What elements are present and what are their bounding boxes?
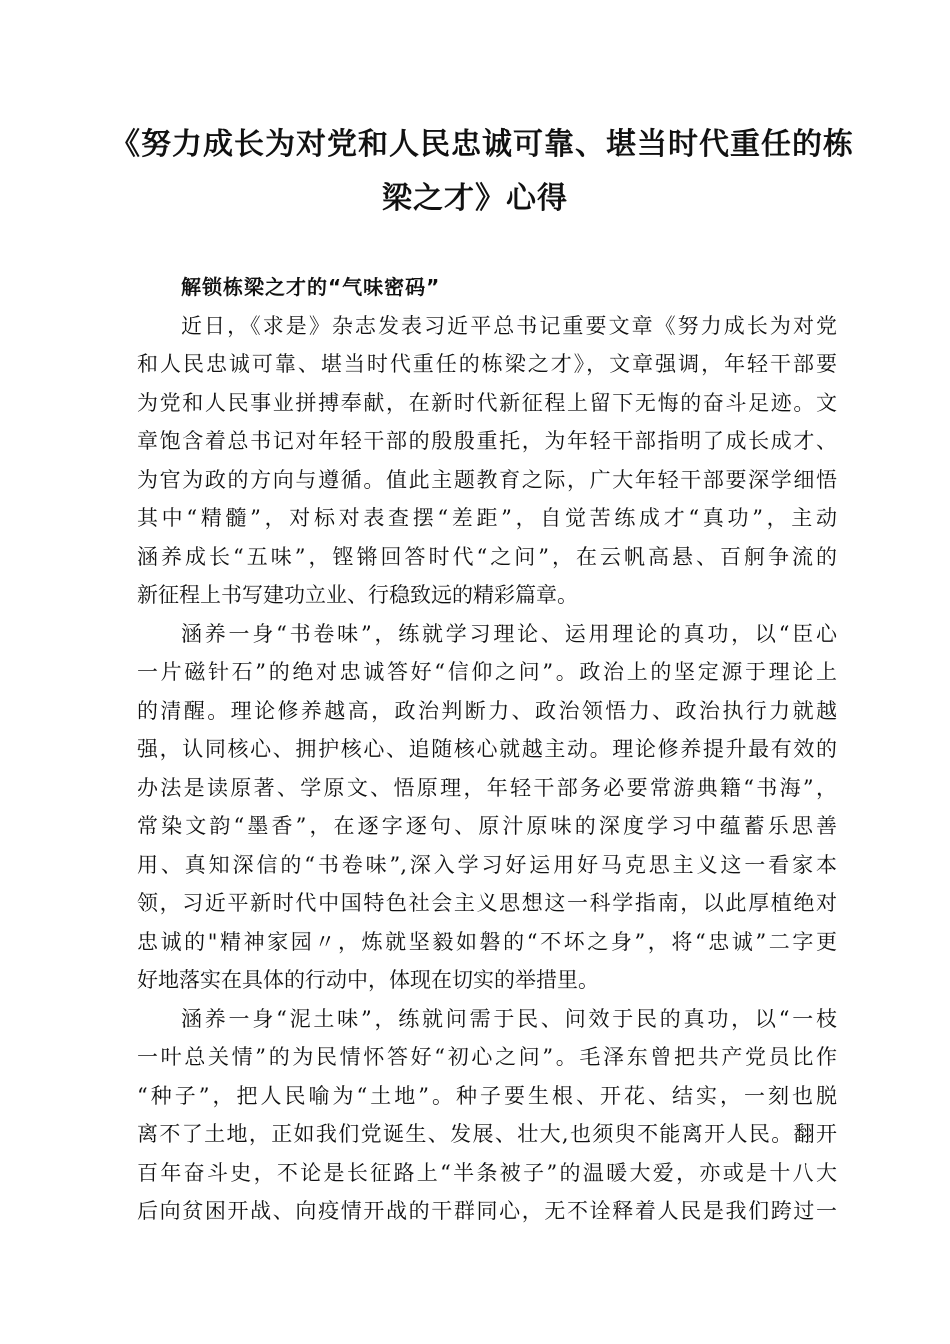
title-line: 《努力成长为对党和人民忠诚可靠、堪当时代重任的栋	[110, 127, 854, 162]
text-line: 离不了土地，正如我们党诞生、发展、壮大,也须臾不能离开人民。翻开	[137, 1122, 837, 1146]
text-line: 一片磁针石”的绝对忠诚答好“信仰之问”。政治上的坚定源于理论上	[137, 660, 837, 684]
text-line: 强，认同核心、拥护核心、追随核心就越主动。理论修养提升最有效的	[137, 737, 837, 761]
text-line: 为党和人民事业拼搏奉献，在新时代新征程上留下无悔的奋斗足迹。文	[137, 390, 837, 415]
text-line: 涵养成长“五味”，铿锵回答时代“之问”，在云帆高悬、百舸争流的	[137, 544, 837, 569]
document-title	[110, 118, 854, 226]
text-line: 涵养一身“泥土味”，练就问需于民、问效于民的真功，以“一枝	[181, 1006, 837, 1031]
text-line: 近日，《求是》杂志发表习近平总书记重要文章《努力成长为对党	[181, 313, 837, 338]
text-line: 忠诚的"精神家园〃，炼就坚毅如磐的“不坏之身”，将“忠诚”二字更	[137, 929, 837, 954]
text-line: 后向贫困开战、向疫情开战的干群同心，无不诠释着人民是我们跨过一	[137, 1199, 837, 1223]
section-heading: 解锁栋梁之才的“气味密码”	[181, 275, 441, 299]
text-line: 办法是读原著、学原文、悟原理，年轻干部务必要常游典籍“书海”，	[137, 775, 837, 800]
text-line: 涵养一身“书卷味”，练就学习理论、运用理论的真功，以“臣心	[181, 621, 837, 646]
text-line: 领，习近平新时代中国特色社会主义思想这一科学指南，以此厚植绝对	[137, 891, 837, 915]
text-line: 的清醒。理论修养越高，政治判断力、政治领悟力、政治执行力就越	[137, 698, 837, 723]
text-line: “种子”，把人民喻为“土地”。种子要生根、开花、结实，一刻也脱	[137, 1083, 837, 1108]
text-line: 用、真知深信的“书卷味”,深入学习好运用好马克思主义这一看家本	[137, 852, 837, 877]
text-line: 和人民忠诚可靠、堪当时代重任的栋梁之才》，文章强调，年轻干部要	[137, 352, 837, 376]
title-line: 梁之才》心得	[382, 181, 568, 216]
text-line: 百年奋斗史，不论是长征路上“半条被子”的温暖大爱，亦或是十八大	[137, 1160, 837, 1185]
text-line: 常染文韵“墨香”，在逐字逐句、原汁原味的深度学习中蕴蓄乐思善	[137, 814, 837, 838]
document-body	[137, 268, 837, 1231]
paragraph	[137, 615, 837, 1000]
text-line: 一叶总关情”的为民情怀答好“初心之问”。毛泽东曾把共产党员比作	[137, 1045, 837, 1069]
text-line: 新征程上书写建功立业、行稳致远的精彩篇章。	[137, 583, 578, 607]
text-line: 好地落实在具体的行动中，体现在切实的举措里。	[137, 968, 599, 992]
text-line: 章饱含着总书记对年轻干部的殷殷重托，为年轻干部指明了成长成才、	[137, 429, 837, 453]
text-line: 其中“精髓”，对标对表查摆“差距”，自觉苦练成才“真功”，主动	[137, 506, 837, 530]
text-line: 为官为政的方向与遵循。值此主题教育之际，广大年轻干部要深学细悟	[137, 467, 837, 492]
paragraph	[137, 307, 837, 615]
paragraph	[137, 1000, 837, 1231]
